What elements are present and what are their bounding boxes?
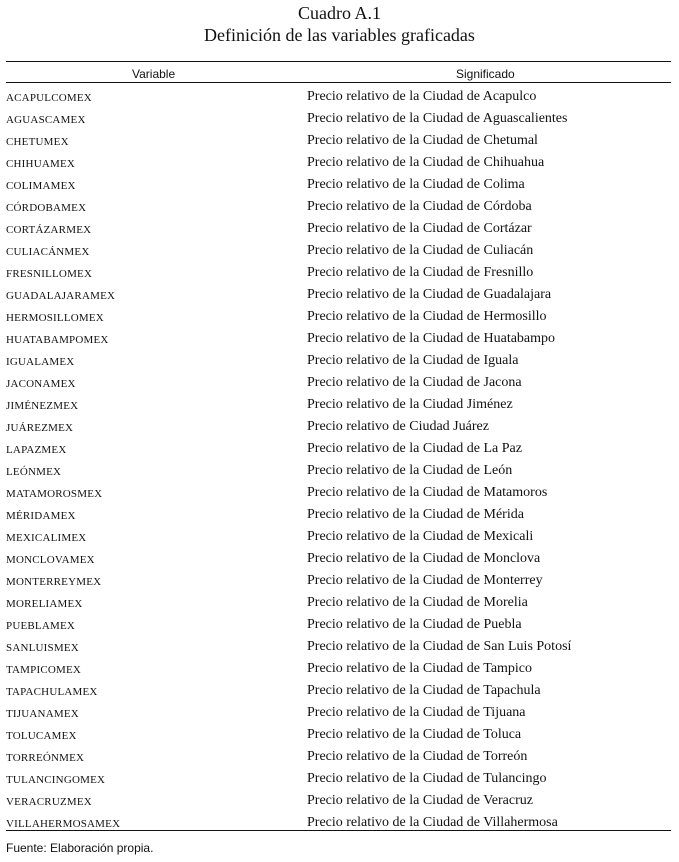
variable-cell: TAMPICOMEX [6,664,82,676]
variable-cell: MORELIAMEX [6,598,83,610]
table-row [0,681,679,703]
meaning-cell: Precio relativo de la Ciudad de Fresnillo [307,265,534,280]
variable-cell: LAPAZMEX [6,444,67,456]
table-row [0,659,679,681]
meaning-cell: Precio relativo de la Ciudad de Chihuahua [307,155,545,170]
meaning-cell: Precio relativo de la Ciudad de Monterrey [307,573,543,588]
table-row [0,703,679,725]
meaning-cell: Precio relativo de la Ciudad de Aguascalientes [307,111,568,126]
bottom-rule [6,830,671,831]
meaning-cell: Precio relativo de la Ciudad de Morelia [307,595,528,610]
meaning-cell: Precio relativo de la Ciudad de Toluca [307,727,522,742]
variable-cell: HERMOSILLOMEX [6,312,104,324]
table-row [0,769,679,791]
meaning-cell: Precio relativo de la Ciudad de San Luis Potosí [307,639,572,654]
meaning-cell: Precio relativo de la Ciudad de Acapulco [307,89,537,104]
meaning-cell: Precio relativo de la Ciudad de Guadalajara [307,287,552,302]
variable-cell: LEÓNMEX [6,466,62,478]
meaning-cell: Precio relativo de la Ciudad de Tapachula [307,683,541,698]
meaning-cell: Precio relativo de la Ciudad de Cortázar [307,221,532,236]
meaning-cell: Precio relativo de la Ciudad de Villahermosa [307,815,558,830]
table-body [0,87,679,835]
meaning-cell: Precio relativo de la Ciudad de Colima [307,177,525,192]
variable-cell: VILLAHERMOSAMEX [6,818,121,830]
variable-cell: CHIHUAMEX [6,158,76,170]
table-row [0,307,679,329]
table-row [0,351,679,373]
variable-cell: SANLUISMEX [6,642,79,654]
table-row [0,153,679,175]
column-header-meaning: Significado [456,67,515,81]
meaning-cell: Precio relativo de la Ciudad de Chetumal [307,133,538,148]
meaning-cell: Precio relativo de la Ciudad de La Paz [307,441,522,456]
variable-cell: VERACRUZMEX [6,796,92,808]
variable-cell: FRESNILLOMEX [6,268,93,280]
meaning-cell: Precio relativo de la Ciudad de Veracruz [307,793,533,808]
meaning-cell: Precio relativo de la Ciudad de Tijuana [307,705,526,720]
table-row [0,747,679,769]
table-row [0,439,679,461]
variable-cell: CHETUMEX [6,136,69,148]
table-row [0,725,679,747]
table-row [0,131,679,153]
variable-cell: MEXICALIMEX [6,532,87,544]
variable-cell: MONCLOVAMEX [6,554,95,566]
variable-cell: CULIACÁNMEX [6,246,90,258]
meaning-cell: Precio relativo de la Ciudad de Hermosillo [307,309,547,324]
meaning-cell: Precio relativo de la Ciudad de Culiacán [307,243,534,258]
table-row [0,175,679,197]
variable-cell: AGUASCAMEX [6,114,86,126]
variable-cell: TAPACHULAMEX [6,686,98,698]
table-row [0,417,679,439]
table-row [0,197,679,219]
meaning-cell: Precio relativo de la Ciudad de Iguala [307,353,519,368]
table-title: Cuadro A.1 [298,3,381,23]
variable-cell: CORTÁZARMEX [6,224,92,236]
variable-cell: COLIMAMEX [6,180,76,192]
variable-cell: HUATABAMPOMEX [6,334,109,346]
meaning-cell: Precio relativo de la Ciudad Jiménez [307,397,513,412]
table-row [0,219,679,241]
table-row [0,791,679,813]
table-row [0,395,679,417]
table-row [0,527,679,549]
table-row [0,505,679,527]
table-row [0,373,679,395]
column-header-variable: Variable [132,67,176,81]
table-row [0,109,679,131]
variable-cell: CÓRDOBAMEX [6,202,87,214]
table-row [0,483,679,505]
meaning-cell: Precio relativo de la Ciudad de Jacona [307,375,522,390]
variable-cell: JUÁREZMEX [6,422,74,434]
meaning-cell: Precio relativo de la Ciudad de Tulancingo [307,771,547,786]
variable-cell: IGUALAMEX [6,356,75,368]
meaning-cell: Precio relativo de la Ciudad de Huatabampo [307,331,556,346]
variable-cell: MONTERREYMEX [6,576,102,588]
meaning-cell: Precio relativo de la Ciudad de Monclova [307,551,541,566]
variable-cell: ACAPULCOMEX [6,92,92,104]
table-row [0,263,679,285]
variable-cell: TORREÓNMEX [6,752,85,764]
header-rule [6,82,671,83]
table-row [0,461,679,483]
table-row [0,87,679,109]
table-row [0,549,679,571]
top-rule [6,61,671,62]
variable-cell: TIJUANAMEX [6,708,79,720]
source-note: Fuente: Elaboración propia. [6,841,154,855]
variable-cell: TOLUCAMEX [6,730,77,742]
table-row [0,571,679,593]
variable-cell: TULANCINGOMEX [6,774,106,786]
table-row [0,329,679,351]
variable-cell: MATAMOROSMEX [6,488,103,500]
table-row [0,637,679,659]
table-row [0,615,679,637]
table-subtitle: Definición de las variables graficadas [204,25,475,45]
table-row [0,593,679,615]
meaning-cell: Precio relativo de Ciudad Juárez [307,419,489,434]
variable-cell: JACONAMEX [6,378,76,390]
meaning-cell: Precio relativo de la Ciudad de Puebla [307,617,522,632]
variable-cell: PUEBLAMEX [6,620,76,632]
meaning-cell: Precio relativo de la Ciudad de Mérida [307,507,524,522]
variable-cell: MÉRIDAMEX [6,510,76,522]
meaning-cell: Precio relativo de la Ciudad de Mexicali [307,529,534,544]
meaning-cell: Precio relativo de la Ciudad de León [307,463,513,478]
table-row [0,241,679,263]
variable-cell: JIMÉNEZMEX [6,400,79,412]
meaning-cell: Precio relativo de la Ciudad de Matamoros [307,485,548,500]
meaning-cell: Precio relativo de la Ciudad de Torreón [307,749,528,764]
variable-cell: GUADALAJARAMEX [6,290,116,302]
meaning-cell: Precio relativo de la Ciudad de Córdoba [307,199,532,214]
table-row [0,285,679,307]
table-row [0,813,679,835]
meaning-cell: Precio relativo de la Ciudad de Tampico [307,661,533,676]
